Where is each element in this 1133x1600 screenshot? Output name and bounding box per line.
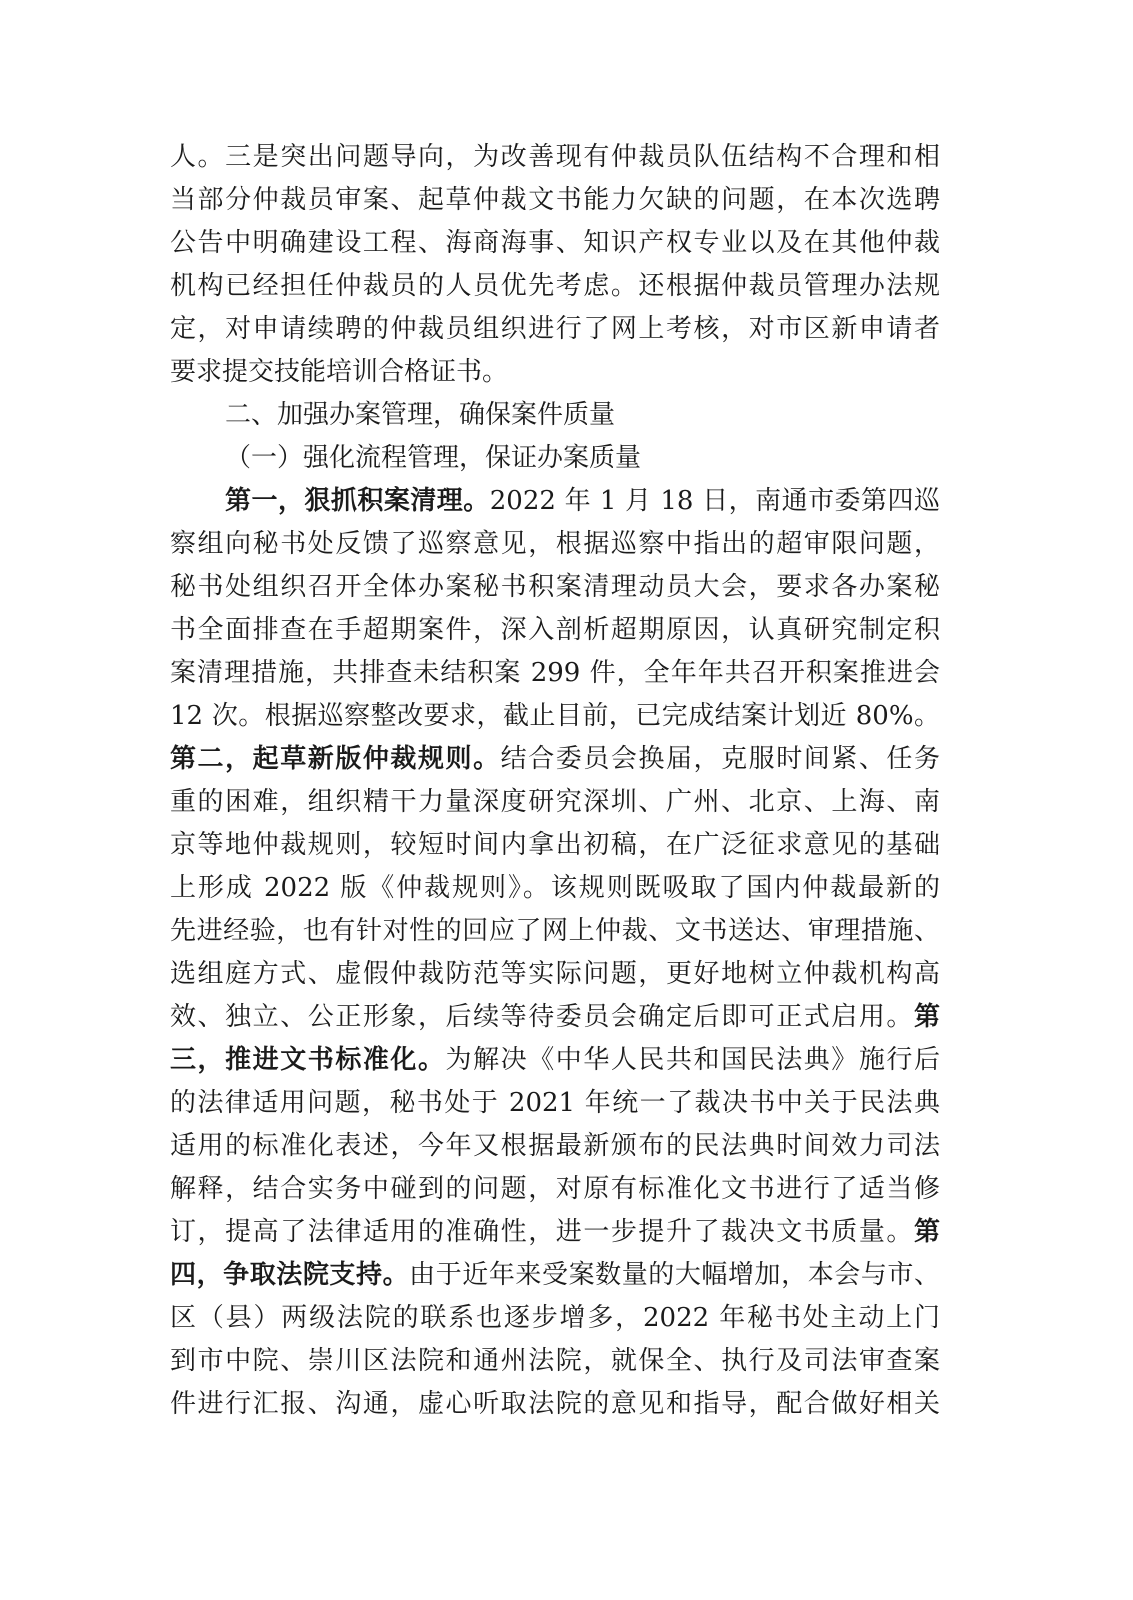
body-text-line — [170, 996, 940, 1039]
line-text: 2022 年 1 月 18 日，南通市委第四巡 — [489, 486, 940, 516]
line-text: 当部分仲裁员审案、起草仲裁文书能力欠缺的问题，在本次选聘 — [170, 185, 940, 215]
line-text: 区（县）两级法院的联系也逐步增多，2022 年秘书处主动上门 — [170, 1303, 940, 1333]
line-text: 件进行汇报、沟通，虚心听取法院的意见和指导，配合做好相关 — [170, 1389, 940, 1419]
body-text-line — [170, 1168, 940, 1211]
body-text-line — [170, 824, 940, 867]
line-text: 为解决《中华人民共和国民法典》施行后 — [445, 1045, 940, 1075]
body-text-line — [170, 1254, 940, 1297]
body-text-line — [170, 222, 940, 265]
line-text: 要求提交技能培训合格证书。 — [170, 357, 509, 387]
line-text: 结合委员会换届，克服时间紧、任务 — [500, 744, 940, 774]
line-text: 人。三是突出问题导向，为改善现有仲裁员队伍结构不合理和相 — [170, 142, 940, 172]
body-text-line — [170, 695, 940, 738]
line-text: 察组向秘书处反馈了巡察意见，根据巡察中指出的超审限问题， — [170, 529, 940, 559]
body-text-line — [170, 953, 940, 996]
line-text: 机构已经担任仲裁员的人员优先考虑。还根据仲裁员管理办法规 — [170, 271, 940, 301]
line-text: 由于近年来受案数量的大幅增加，本会与市、 — [409, 1260, 940, 1290]
bold-lead-in: 三，推进文书标准化。 — [170, 1045, 446, 1075]
line-text: 订，提高了法律适用的准确性，进一步提升了裁决文书质量。 — [170, 1217, 914, 1247]
line-text: 重的困难，组织精干力量深度研究深圳、广州、北京、上海、南 — [170, 787, 940, 817]
line-text: 选组庭方式、虚假仲裁防范等实际问题，更好地树立仲裁机构高 — [170, 959, 940, 989]
bold-lead-in: 四，争取法院支持。 — [170, 1260, 410, 1290]
body-text-line — [170, 1125, 940, 1168]
line-text: 案清理措施，共排查未结积案 299 件，全年年共召开积案推进会 — [170, 658, 940, 688]
line-text: 解释，结合实务中碰到的问题，对原有标准化文书进行了适当修 — [170, 1174, 940, 1204]
body-text-line — [170, 308, 940, 351]
line-text: 效、独立、公正形象，后续等待委员会确定后即可正式启用。 — [170, 1002, 914, 1032]
line-text: 12 次。根据巡察整改要求，截止目前，已完成结案计划近 80%。 — [170, 701, 940, 731]
line-text: 的法律适用问题，秘书处于 2021 年统一了裁决书中关于民法典 — [170, 1088, 940, 1118]
line-text: 京等地仲裁规则，较短时间内拿出初稿，在广泛征求意见的基础 — [170, 830, 940, 860]
body-text-line — [170, 136, 940, 179]
bold-lead-in: 第二，起草新版仲裁规则。 — [170, 744, 501, 774]
bold-lead-in: 第一，狠抓积案清理。 — [225, 486, 490, 516]
body-text-line — [170, 1211, 940, 1254]
body-text-line — [170, 781, 940, 824]
body-text-line — [170, 1340, 940, 1383]
subsection-heading — [170, 437, 940, 480]
section-heading — [170, 394, 940, 437]
body-text-line — [170, 265, 940, 308]
subsection-heading-text: （一）强化流程管理，保证办案质量 — [225, 443, 642, 473]
body-text-line — [170, 1082, 940, 1125]
body-text-line — [170, 351, 940, 394]
body-text-line — [170, 179, 940, 222]
bold-lead-in: 第 — [913, 1002, 940, 1032]
line-text: 上形成 2022 版《仲裁规则》。该规则既吸取了国内仲裁最新的 — [170, 873, 940, 903]
line-text: 先进经验，也有针对性的回应了网上仲裁、文书送达、审理措施、 — [170, 916, 940, 946]
body-text-line — [170, 1297, 940, 1340]
body-text-line — [170, 609, 940, 652]
body-text-line — [170, 480, 940, 523]
body-text-line — [170, 566, 940, 609]
line-text: 适用的标准化表述，今年又根据最新颁布的民法典时间效力司法 — [170, 1131, 940, 1161]
body-text-line — [170, 1039, 940, 1082]
line-text: 书全面排查在手超期案件，深入剖析超期原因，认真研究制定积 — [170, 615, 940, 645]
body-text-line — [170, 523, 940, 566]
bold-lead-in: 第 — [913, 1217, 940, 1247]
line-text: 公告中明确建设工程、海商海事、知识产权专业以及在其他仲裁 — [170, 228, 940, 258]
document-page — [170, 136, 940, 1426]
body-text-line — [170, 867, 940, 910]
body-text-line — [170, 652, 940, 695]
body-text-line — [170, 1383, 940, 1426]
line-text: 秘书处组织召开全体办案秘书积案清理动员大会，要求各办案秘 — [170, 572, 940, 602]
line-text: 到市中院、崇川区法院和通州法院，就保全、执行及司法审查案 — [170, 1346, 940, 1376]
line-text: 定，对申请续聘的仲裁员组织进行了网上考核，对市区新申请者 — [170, 314, 940, 344]
section-heading-text: 二、加强办案管理，确保案件质量 — [225, 400, 616, 430]
body-text-line — [170, 910, 940, 953]
body-text-line — [170, 738, 940, 781]
